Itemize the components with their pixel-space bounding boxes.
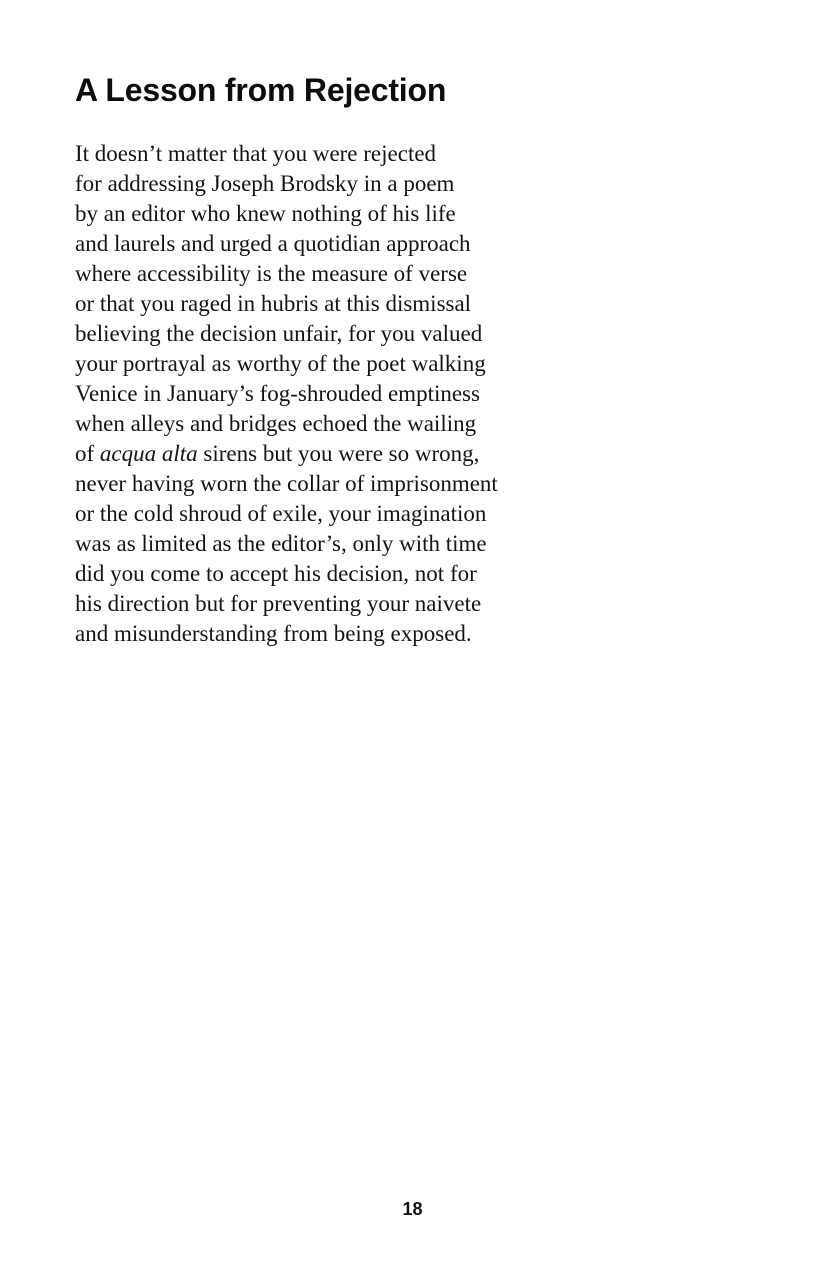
- poem-line: his direction but for preventing your naivete: [75, 591, 482, 616]
- poem-line: and laurels and urged a quotidian approach: [75, 231, 471, 256]
- poem-line: where accessibility is the measure of verse: [75, 261, 468, 286]
- poem-title: A Lesson from Rejection: [75, 72, 447, 108]
- poem-line: by an editor who knew nothing of his life: [75, 201, 456, 226]
- poem-line: It doesn’t matter that you were rejected: [75, 141, 437, 166]
- poem-line-prefix: of: [75, 441, 100, 466]
- poem-line: and misunderstanding from being exposed.: [75, 621, 472, 646]
- poem-line: believing the decision unfair, for you valued: [75, 321, 483, 346]
- poem-line-with-italic: [75, 439, 755, 469]
- poem-line: did you come to accept his decision, not for: [75, 561, 477, 586]
- poem-line: for addressing Joseph Brodsky in a poem: [75, 171, 455, 196]
- poem-body: [75, 139, 755, 649]
- poem-line: when alleys and bridges echoed the wailing: [75, 411, 477, 436]
- poem-line: or that you raged in hubris at this dismissal: [75, 291, 472, 316]
- poem-line: never having worn the collar of imprisonment: [75, 471, 498, 496]
- poem-line-suffix: sirens but you were so wrong,: [197, 441, 480, 466]
- poem-line: or the cold shroud of exile, your imagination: [75, 501, 487, 526]
- poem-line: your portrayal as worthy of the poet walking: [75, 351, 486, 376]
- poem-line: Venice in January’s fog-shrouded emptiness: [75, 381, 480, 406]
- page-number: 18: [402, 1199, 423, 1219]
- poem-line: was as limited as the editor’s, only with time: [75, 531, 487, 556]
- italic-phrase: acqua alta: [99, 441, 198, 466]
